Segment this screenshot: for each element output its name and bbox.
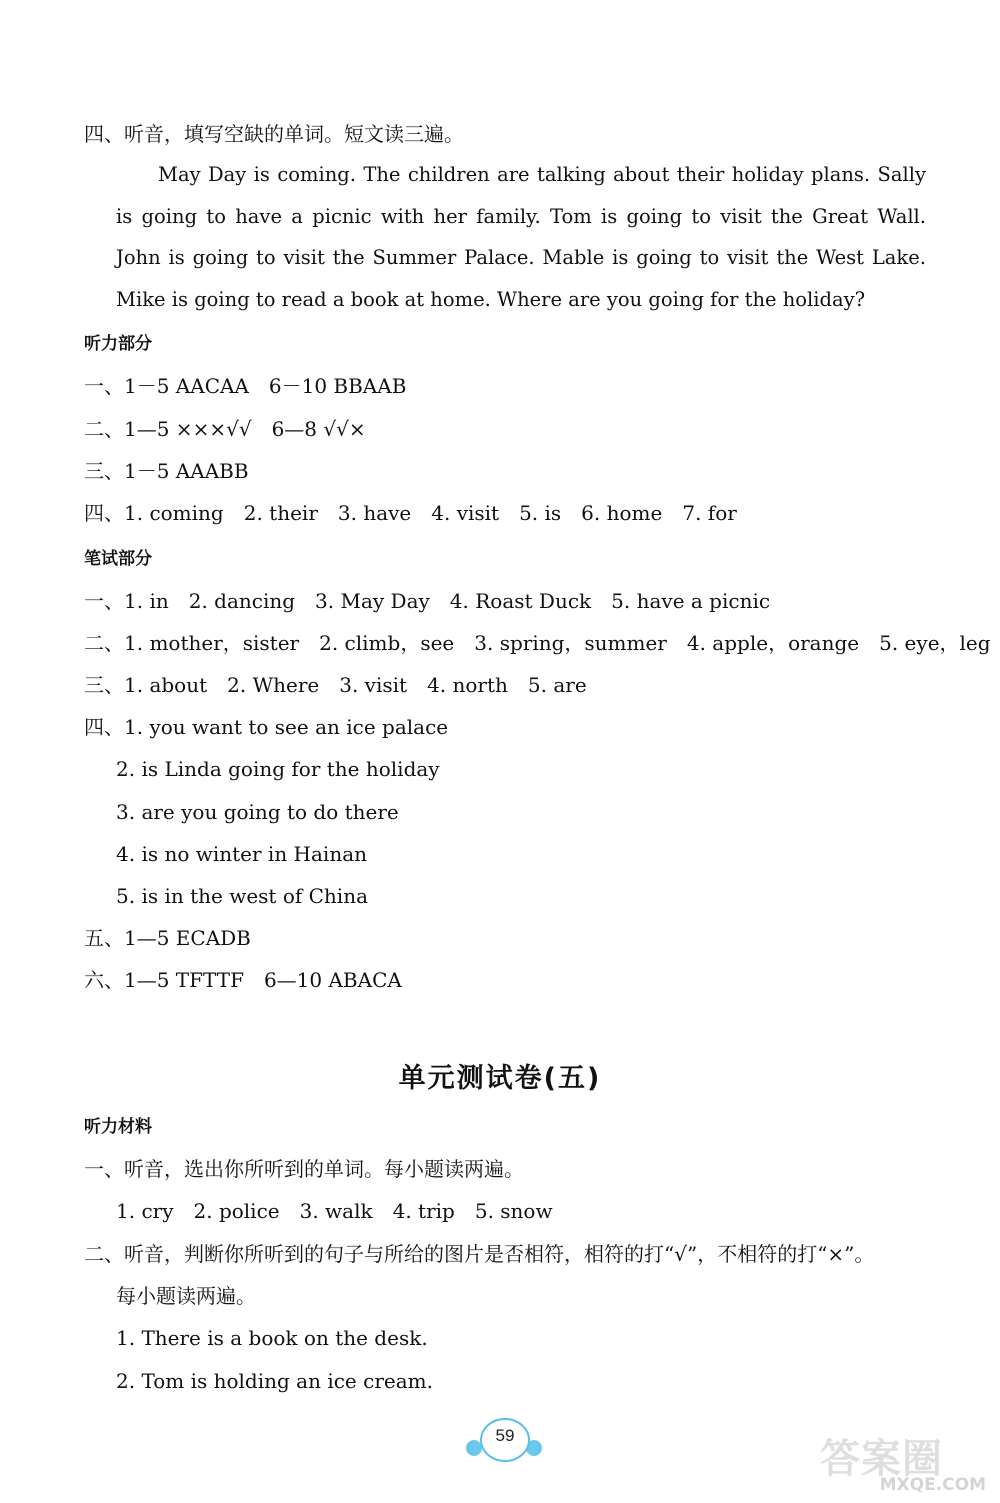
written-answer-1: 一、1. in 2. dancing 3. May Day 4. Roast Duck 5. have a picnic <box>84 589 771 613</box>
written-answer-4: 四、1. you want to see an ice palace <box>84 715 449 739</box>
watermark <box>820 1427 990 1497</box>
listening-answer-1: 一、1－5 AACAA 6－10 BBAAB <box>84 374 407 398</box>
watermark-url: MXQE.COM <box>879 1475 986 1495</box>
listening-answer-2: 二、1—5 ×××√√ 6—8 √√× <box>84 417 366 441</box>
written-sub-answer: 5. is in the west of China <box>116 884 369 908</box>
written-answer-2: 二、1. mother，sister 2. climb，see 3. spring，summer 4. apple，orange 5. eye，leg <box>84 631 991 655</box>
page-number-badge <box>466 1418 546 1464</box>
section-4-heading: 四、听音，填写空缺的单词。短文读三遍。 <box>84 122 464 146</box>
question-1-heading: 一、听音，选出你所听到的单词。每小题读两遍。 <box>84 1157 524 1181</box>
listening-answer-3: 三、1－5 AAABB <box>84 459 249 483</box>
written-answer-3: 三、1. about 2. Where 3. visit 4. north 5. are <box>84 673 587 697</box>
watermark-logo: 答案圈 <box>820 1436 943 1482</box>
listening-answer-4: 四、1. coming 2. their 3. have 4. visit 5. is 6. home 7. for <box>84 501 737 525</box>
question-2-sentence: 1. There is a book on the desk. <box>116 1326 428 1350</box>
written-sub-answer: 3. are you going to do there <box>116 800 399 824</box>
question-2-sentence: 2. Tom is holding an ice cream. <box>116 1369 433 1393</box>
question-1-words: 1. cry 2. police 3. walk 4. trip 5. snow <box>116 1199 553 1223</box>
written-sub-answer: 4. is no winter in Hainan <box>116 842 368 866</box>
unit-test-title: 单元测试卷(五) <box>398 1063 602 1094</box>
page-number: 59 <box>495 1426 515 1445</box>
written-answer-6: 六、1—5 TFTTF 6—10 ABACA <box>84 968 402 992</box>
listening-material-header: 听力材料 <box>84 1117 152 1137</box>
question-2-heading-continued: 每小题读两遍。 <box>116 1284 256 1308</box>
written-sub-answer: 2. is Linda going for the holiday <box>116 757 440 781</box>
listening-part-header: 听力部分 <box>84 334 152 354</box>
written-part-header: 笔试部分 <box>84 549 152 569</box>
listening-passage: May Day is coming. The children are talking about their holiday plans. Sally is going to have a picnic with her family. Tom is going to visit the Great Wall. John is going to visit the Summer Palace. Mable is going to visit the West Lake. Mike is going to read a book at home. Where are you going for the holiday? <box>116 163 926 311</box>
question-2-heading: 二、听音，判断你所听到的句子与所给的图片是否相符，相符的打“√”，不相符的打“×”。 <box>84 1242 875 1266</box>
written-answer-5: 五、1—5 ECADB <box>84 926 251 950</box>
